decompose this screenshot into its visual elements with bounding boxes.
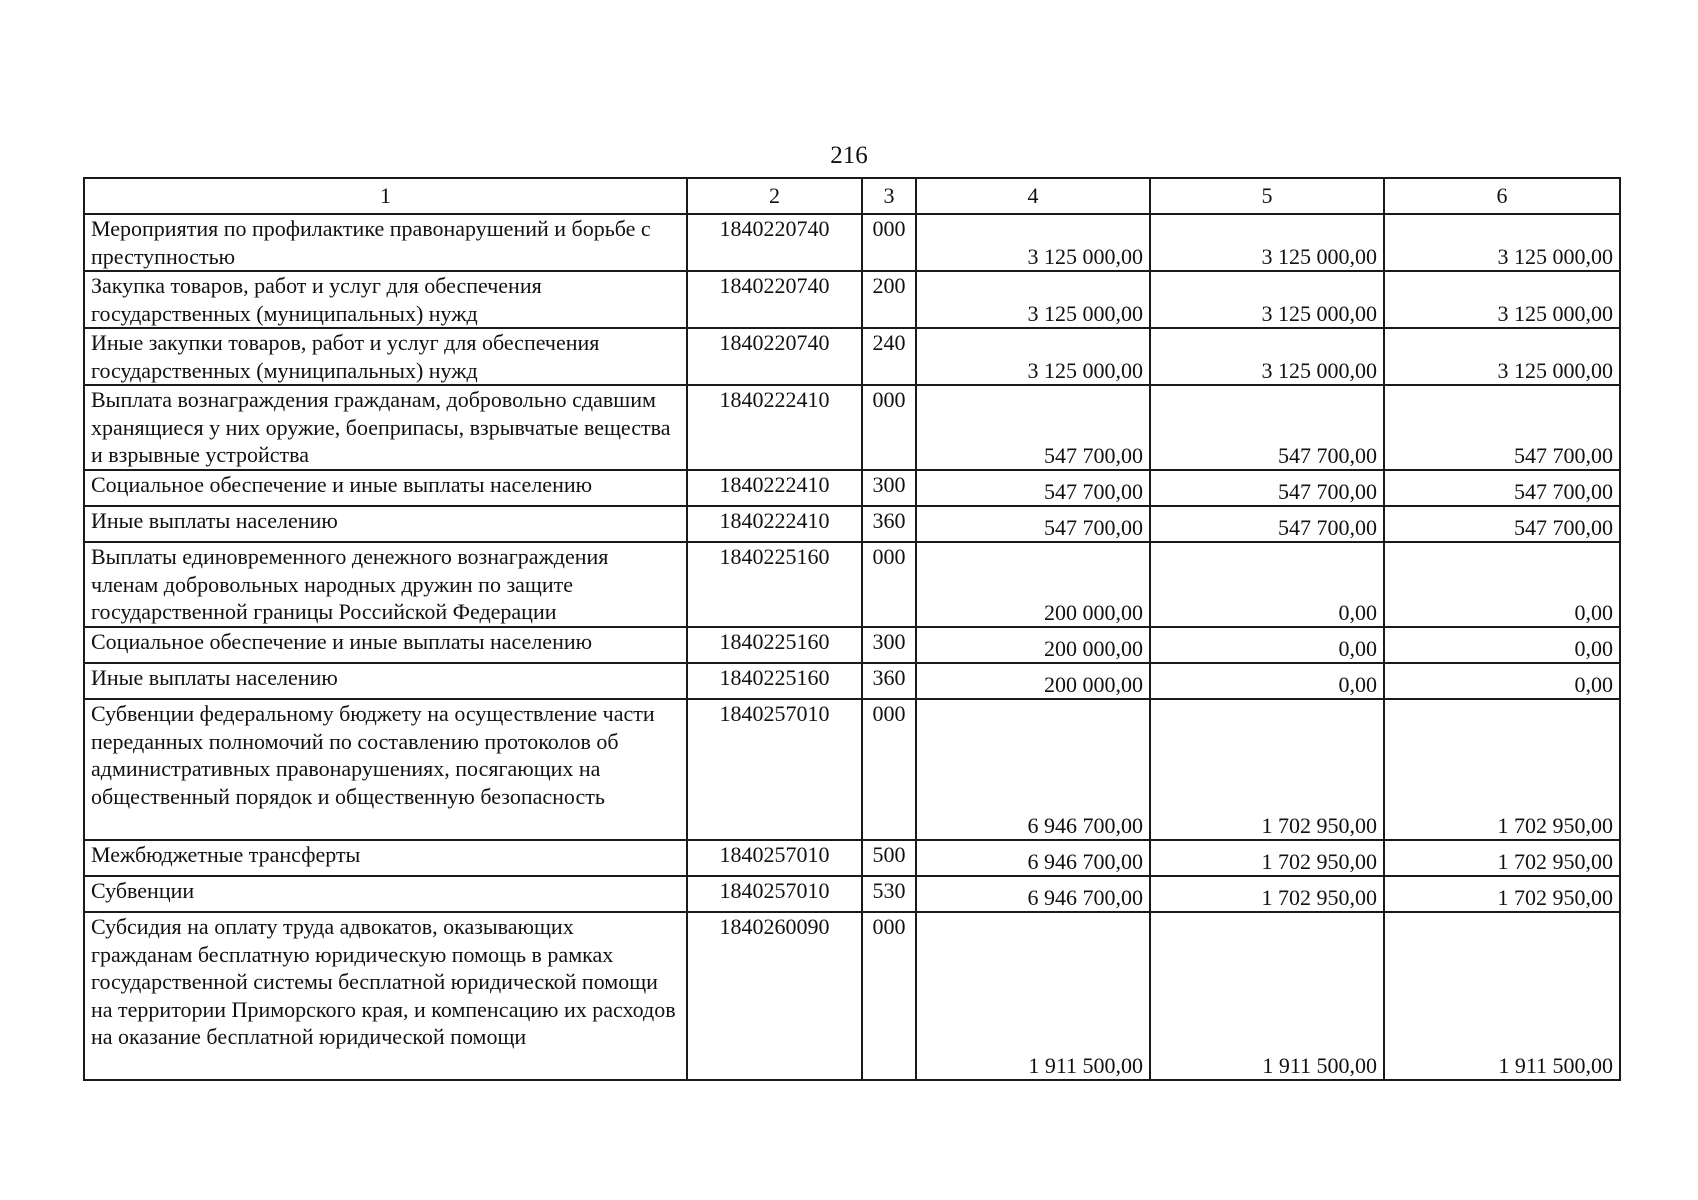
column-header-row xyxy=(84,178,1620,214)
row-amount-col4: 6 946 700,00 xyxy=(916,699,1150,840)
row-code: 1840220740 xyxy=(687,328,862,385)
row-name: Субсидия на оплату труда адвокатов, оказывающих гражданам бесплатную юридическую помощь в рамках государственной системы бесплатной юридической помощи на территории Приморского края, и компенсацию их расходов на оказание бесплатной юридической помощи xyxy=(84,912,687,1080)
table-row xyxy=(84,271,1620,328)
row-amount-col6: 1 702 950,00 xyxy=(1384,840,1620,876)
row-amount-col6: 3 125 000,00 xyxy=(1384,328,1620,385)
row-amount-col4: 547 700,00 xyxy=(916,506,1150,542)
row-code: 1840222410 xyxy=(687,385,862,470)
row-code: 1840257010 xyxy=(687,840,862,876)
row-amount-col4: 200 000,00 xyxy=(916,663,1150,699)
page-number: 216 xyxy=(830,142,868,169)
row-amount-col6: 0,00 xyxy=(1384,542,1620,627)
column-header: 2 xyxy=(687,178,862,214)
row-name: Субвенции федеральному бюджету на осуществление части переданных полномочий по составлению протоколов об административных правонарушениях, посягающих на общественный порядок и общественную безопасность xyxy=(84,699,687,840)
row-amount-col5: 1 702 950,00 xyxy=(1150,840,1384,876)
row-amount-col4: 547 700,00 xyxy=(916,385,1150,470)
row-type: 240 xyxy=(862,328,916,385)
row-amount-col4: 200 000,00 xyxy=(916,627,1150,663)
row-amount-col5: 1 702 950,00 xyxy=(1150,876,1384,912)
table-row xyxy=(84,699,1620,840)
row-name: Субвенции xyxy=(84,876,687,912)
row-amount-col5: 0,00 xyxy=(1150,663,1384,699)
row-code: 1840225160 xyxy=(687,542,862,627)
row-type: 360 xyxy=(862,506,916,542)
row-amount-col6: 547 700,00 xyxy=(1384,470,1620,506)
row-name: Выплаты единовременного денежного вознаграждения членам добровольных народных дружин по защите государственной границы Российской Федерации xyxy=(84,542,687,627)
row-type: 000 xyxy=(862,699,916,840)
row-amount-col4: 1 911 500,00 xyxy=(916,912,1150,1080)
row-amount-col5: 547 700,00 xyxy=(1150,506,1384,542)
table-row xyxy=(84,385,1620,470)
row-amount-col5: 0,00 xyxy=(1150,627,1384,663)
row-amount-col5: 3 125 000,00 xyxy=(1150,271,1384,328)
row-amount-col5: 547 700,00 xyxy=(1150,385,1384,470)
table-row xyxy=(84,328,1620,385)
column-header: 1 xyxy=(84,178,687,214)
row-amount-col5: 1 702 950,00 xyxy=(1150,699,1384,840)
row-name: Закупка товаров, работ и услуг для обеспечения государственных (муниципальных) нужд xyxy=(84,271,687,328)
row-amount-col6: 1 702 950,00 xyxy=(1384,699,1620,840)
table-row xyxy=(84,506,1620,542)
table-row xyxy=(84,912,1620,1080)
table-row xyxy=(84,840,1620,876)
row-amount-col6: 3 125 000,00 xyxy=(1384,214,1620,271)
table-row xyxy=(84,663,1620,699)
row-amount-col6: 1 911 500,00 xyxy=(1384,912,1620,1080)
row-amount-col4: 6 946 700,00 xyxy=(916,840,1150,876)
row-type: 000 xyxy=(862,385,916,470)
row-type: 000 xyxy=(862,542,916,627)
row-amount-col6: 3 125 000,00 xyxy=(1384,271,1620,328)
row-code: 1840257010 xyxy=(687,876,862,912)
table-row xyxy=(84,876,1620,912)
table-row xyxy=(84,214,1620,271)
row-amount-col4: 3 125 000,00 xyxy=(916,214,1150,271)
column-header: 3 xyxy=(862,178,916,214)
row-type: 000 xyxy=(862,912,916,1080)
row-amount-col4: 547 700,00 xyxy=(916,470,1150,506)
row-name: Иные выплаты населению xyxy=(84,506,687,542)
table-row xyxy=(84,470,1620,506)
row-amount-col6: 1 702 950,00 xyxy=(1384,876,1620,912)
row-amount-col6: 547 700,00 xyxy=(1384,506,1620,542)
row-code: 1840220740 xyxy=(687,271,862,328)
row-name: Межбюджетные трансферты xyxy=(84,840,687,876)
row-name: Социальное обеспечение и иные выплаты населению xyxy=(84,470,687,506)
row-code: 1840222410 xyxy=(687,470,862,506)
row-name: Мероприятия по профилактике правонарушений и борьбе с преступностью xyxy=(84,214,687,271)
table-row xyxy=(84,627,1620,663)
row-amount-col5: 3 125 000,00 xyxy=(1150,214,1384,271)
row-code: 1840260090 xyxy=(687,912,862,1080)
row-amount-col5: 1 911 500,00 xyxy=(1150,912,1384,1080)
row-amount-col6: 547 700,00 xyxy=(1384,385,1620,470)
row-name: Иные выплаты населению xyxy=(84,663,687,699)
column-header: 5 xyxy=(1150,178,1384,214)
row-type: 200 xyxy=(862,271,916,328)
row-type: 300 xyxy=(862,470,916,506)
row-amount-col6: 0,00 xyxy=(1384,663,1620,699)
budget-table xyxy=(83,177,1621,1081)
row-type: 500 xyxy=(862,840,916,876)
row-code: 1840222410 xyxy=(687,506,862,542)
row-amount-col5: 0,00 xyxy=(1150,542,1384,627)
row-name: Социальное обеспечение и иные выплаты населению xyxy=(84,627,687,663)
table-row xyxy=(84,542,1620,627)
row-name: Выплата вознаграждения гражданам, добровольно сдавшим хранящиеся у них оружие, боеприпасы, взрывчатые вещества и взрывные устройства xyxy=(84,385,687,470)
row-type: 300 xyxy=(862,627,916,663)
row-type: 530 xyxy=(862,876,916,912)
column-header: 6 xyxy=(1384,178,1620,214)
row-amount-col5: 547 700,00 xyxy=(1150,470,1384,506)
row-type: 360 xyxy=(862,663,916,699)
row-code: 1840220740 xyxy=(687,214,862,271)
row-amount-col4: 3 125 000,00 xyxy=(916,328,1150,385)
row-amount-col5: 3 125 000,00 xyxy=(1150,328,1384,385)
row-amount-col4: 6 946 700,00 xyxy=(916,876,1150,912)
row-code: 1840225160 xyxy=(687,627,862,663)
row-code: 1840225160 xyxy=(687,663,862,699)
column-header: 4 xyxy=(916,178,1150,214)
row-amount-col6: 0,00 xyxy=(1384,627,1620,663)
row-amount-col4: 3 125 000,00 xyxy=(916,271,1150,328)
row-code: 1840257010 xyxy=(687,699,862,840)
row-name: Иные закупки товаров, работ и услуг для обеспечения государственных (муниципальных) нужд xyxy=(84,328,687,385)
row-amount-col4: 200 000,00 xyxy=(916,542,1150,627)
row-type: 000 xyxy=(862,214,916,271)
